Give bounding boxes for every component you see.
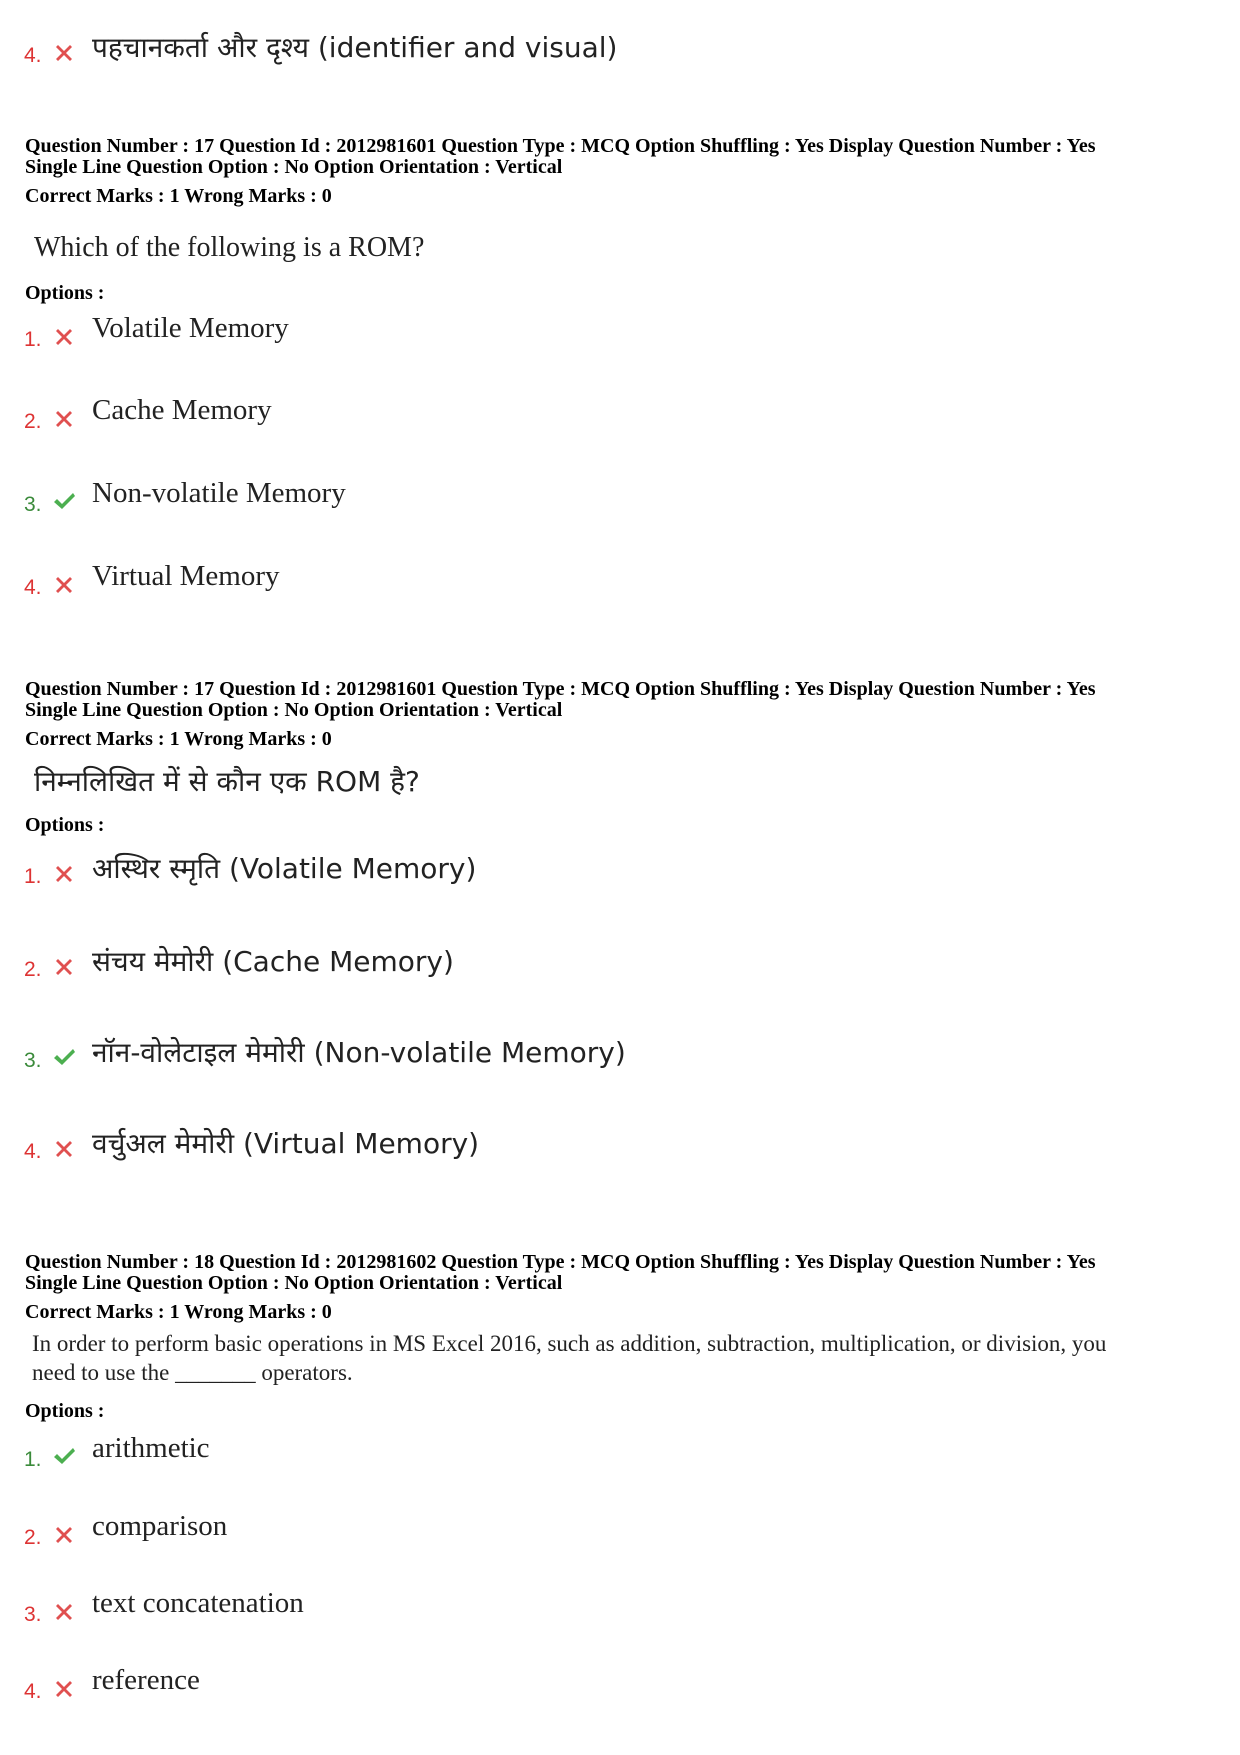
option-row xyxy=(0,28,1240,76)
option-number: 2. xyxy=(24,958,42,981)
marks-line: Correct Marks : 1 Wrong Marks : 0 xyxy=(25,185,332,207)
option-row xyxy=(0,1587,1240,1635)
option-number: 3. xyxy=(24,1603,42,1626)
option-text: पहचानकर्ता और दृश्य (identifier and visual) xyxy=(92,31,618,64)
option-number: 4. xyxy=(24,1140,42,1163)
options-label: Options : xyxy=(25,1400,105,1422)
option-text: reference xyxy=(92,1664,200,1696)
cross-icon xyxy=(52,1522,76,1546)
cross-icon xyxy=(52,1136,76,1160)
option-number: 4. xyxy=(24,44,42,67)
meta-line-1: Question Number : 18 Question Id : 2012981602 Question Type : MCQ Option Shuffling : Yes Display Question Number : Yes xyxy=(25,1251,1096,1273)
cross-icon xyxy=(52,1676,76,1700)
options-label: Options : xyxy=(25,282,105,304)
marks-line: Correct Marks : 1 Wrong Marks : 0 xyxy=(25,1301,332,1323)
option-row xyxy=(0,312,1240,360)
option-row xyxy=(0,1124,1240,1172)
cross-icon xyxy=(52,861,76,885)
option-row xyxy=(0,394,1240,442)
option-row xyxy=(0,1432,1240,1480)
question-meta xyxy=(25,1252,1225,1323)
cross-icon xyxy=(52,572,76,596)
option-text: text concatenation xyxy=(92,1587,304,1619)
question-text xyxy=(32,1329,1222,1387)
check-icon xyxy=(52,489,76,513)
option-text: comparison xyxy=(92,1510,228,1542)
option-text: Virtual Memory xyxy=(92,560,280,592)
cross-icon xyxy=(52,954,76,978)
option-text: Cache Memory xyxy=(92,394,272,426)
option-text: Non-volatile Memory xyxy=(92,477,346,509)
option-number: 3. xyxy=(24,1049,42,1072)
option-row xyxy=(0,1033,1240,1081)
check-icon xyxy=(52,1045,76,1069)
option-row xyxy=(0,942,1240,990)
cross-icon xyxy=(52,1599,76,1623)
question-text: Which of the following is a ROM? xyxy=(34,232,425,263)
meta-line-2: Single Line Question Option : No Option Orientation : Vertical xyxy=(25,156,563,178)
question-line-2: need to use the _______ operators. xyxy=(32,1360,353,1385)
option-number: 2. xyxy=(24,1526,42,1549)
meta-line-2: Single Line Question Option : No Option Orientation : Vertical xyxy=(25,1272,563,1294)
option-number: 3. xyxy=(24,493,42,516)
check-icon xyxy=(52,1444,76,1468)
marks-line: Correct Marks : 1 Wrong Marks : 0 xyxy=(25,728,332,750)
option-text: अस्थिर स्मृति (Volatile Memory) xyxy=(92,852,477,885)
option-number: 1. xyxy=(24,1448,42,1471)
option-number: 4. xyxy=(24,1680,42,1703)
meta-line-2: Single Line Question Option : No Option Orientation : Vertical xyxy=(25,699,563,721)
option-row xyxy=(0,560,1240,608)
cross-icon xyxy=(52,406,76,430)
option-text: वर्चुअल मेमोरी (Virtual Memory) xyxy=(92,1127,480,1160)
option-text: arithmetic xyxy=(92,1432,210,1464)
option-number: 2. xyxy=(24,410,42,433)
option-row xyxy=(0,849,1240,897)
meta-line-1: Question Number : 17 Question Id : 2012981601 Question Type : MCQ Option Shuffling : Yes Display Question Number : Yes xyxy=(25,135,1096,157)
option-number: 1. xyxy=(24,328,42,351)
option-row xyxy=(0,1510,1240,1558)
question-line-1: In order to perform basic operations in MS Excel 2016, such as addition, subtraction, multiplication, or division, you xyxy=(32,1331,1107,1356)
question-meta xyxy=(25,136,1225,207)
option-text: संचय मेमोरी (Cache Memory) xyxy=(92,945,454,978)
option-text: Volatile Memory xyxy=(92,312,289,344)
option-number: 1. xyxy=(24,865,42,888)
option-text: नॉन-वोलेटाइल मेमोरी (Non-volatile Memory) xyxy=(92,1036,626,1069)
question-text: निम्नलिखित में से कौन एक ROM है? xyxy=(34,765,420,798)
option-row xyxy=(0,477,1240,525)
question-meta xyxy=(25,679,1225,750)
option-number: 4. xyxy=(24,576,42,599)
meta-line-1: Question Number : 17 Question Id : 2012981601 Question Type : MCQ Option Shuffling : Yes Display Question Number : Yes xyxy=(25,678,1096,700)
cross-icon xyxy=(52,40,76,64)
option-row xyxy=(0,1664,1240,1712)
cross-icon xyxy=(52,324,76,348)
options-label: Options : xyxy=(25,814,105,836)
